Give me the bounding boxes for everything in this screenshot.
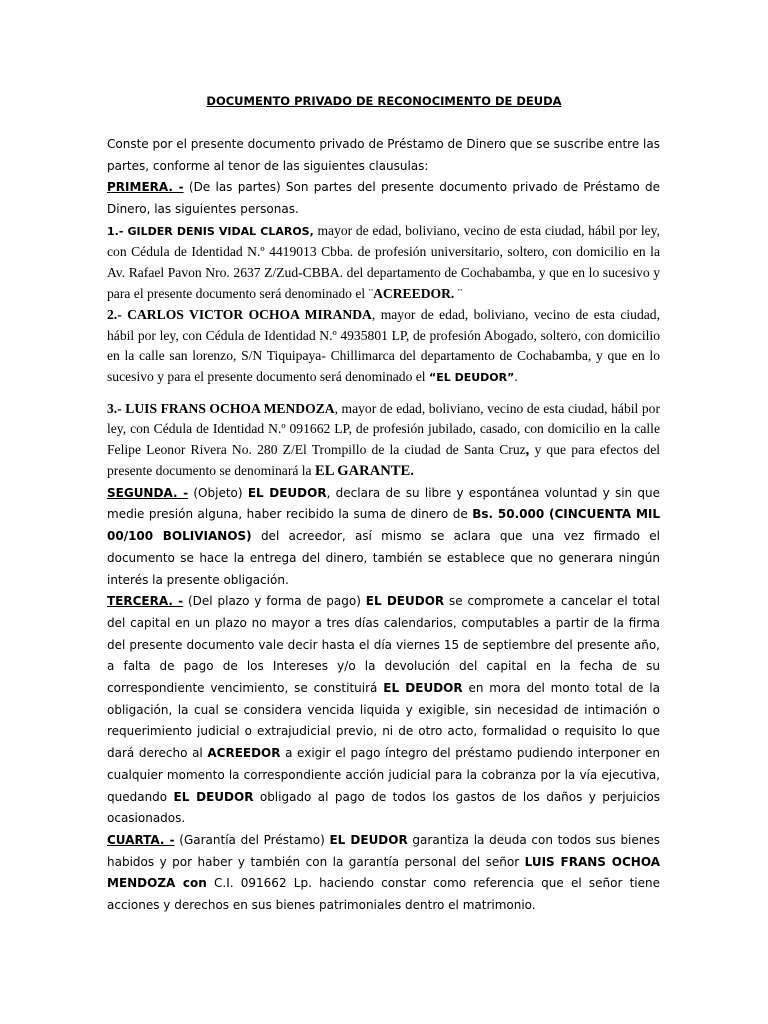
party-1-name: GILDER DENIS VIDAL CLAROS, xyxy=(127,224,314,238)
clause-tercera-text-4: obligado al pago de todos los gastos de los daños y perjuicios ocasionados. xyxy=(107,789,660,826)
clause-tercera-acreedor: ACREEDOR xyxy=(207,746,281,761)
clause-segunda-heading: SEGUNDA. - xyxy=(107,485,189,500)
clause-segunda-text-2: del acreedor, así mismo se aclara que una vez firmado el documento se hace la entrega del dinero, también se establece que no generara ningún interés la presente obligación. xyxy=(107,529,660,587)
clause-tercera-text: se compromete a cancelar el total del capital en un plazo no mayor a tres días calendarios, computables a partir de la firma del presente documento vale decir hasta el día viernes 15 de septiembre del presente año, a falta de pago de los Intereses y/o la devolución del capital en la fecha de su correspondiente vencimiento, se constituirá xyxy=(107,594,660,696)
party-3-role: EL GARANTE. xyxy=(314,462,414,479)
intro-paragraph: Conste por el presente documento privado de Préstamo de Dinero que se suscribe entre las partes, conforme al tenor de las siguientes clausulas: xyxy=(107,137,660,173)
clause-primera xyxy=(107,177,660,220)
clause-tercera-deudor: EL DEUDOR xyxy=(365,594,445,609)
clause-primera-text: (De las partes) Son partes del presente documento privado de Préstamo de Dinero, las siguientes personas. xyxy=(107,180,660,217)
party-1-paragraph xyxy=(107,221,660,304)
document-title: DOCUMENTO PRIVADO DE RECONOCIMENTO DE DEUDA xyxy=(206,94,562,108)
party-2-number: 2.- xyxy=(107,307,128,323)
clause-tercera-text-3: a exigir el pago íntegro del préstamo pudiendo interponer en cualquier momento la correspondiente acción judicial para la cobranza por la vía ejecutiva, quedando xyxy=(107,746,660,804)
clause-segunda-text: , declara de su libre y espontánea voluntad y sin que medie presión alguna, haber recibido la suma de dinero de xyxy=(107,485,660,522)
clause-tercera xyxy=(107,591,660,830)
party-1-text: mayor de edad, boliviano, vecino de esta ciudad, hábil por ley, con Cédula de Identidad N.º 4419013 Cbba. de profesión universitario, soltero, con domicilio en la Av. Rafael Pavon Nro. 2637 Z/Zud-CBBA. del departamento de Cochabamba, y que en lo sucesivo y para el presente documento será denominado el ¨ xyxy=(107,222,660,301)
clause-segunda-subject: (Objeto) xyxy=(188,485,248,500)
party-2-role: “EL DEUDOR” xyxy=(428,370,515,384)
party-1-number: 1.- xyxy=(107,224,128,238)
party-2-text: , mayor de edad, boliviano, vecino de esta ciudad, hábil por ley, con Cédula de Identidad N.º 4935801 LP, de profesión Abogado, soltero, con domicilio en la calle san lorenzo, S/N Tiquipaya- Chillimarca del departamento de Cochabamba, y que en lo sucesivo y para el presente documento será denominado el xyxy=(107,307,660,384)
party-3-number: 3.- xyxy=(107,400,126,416)
party-3-paragraph xyxy=(107,399,660,482)
party-3-text-2: y que para efectos del presente documento se denominará la xyxy=(107,442,661,478)
party-2-name: CARLOS VICTOR OCHOA MIRANDA xyxy=(127,307,372,323)
clause-tercera-text-2: en mora del monto total de la obligación, la cual se considera vencida liquida y exigible, sin necesidad de intimación o requerimiento judicial o extrajudicial previo, ni de otro acto, formalidad o requisito lo que dará derecho al xyxy=(107,681,660,761)
clause-primera-heading: PRIMERA. - xyxy=(107,180,184,195)
loan-amount: Bs. 50.000 (CINCUENTA MIL 00/100 BOLIVIANOS) xyxy=(107,507,661,544)
party-1-role: ACREEDOR. xyxy=(373,285,455,301)
clause-tercera-deudor-3: EL DEUDOR xyxy=(173,789,254,804)
party-3-text: , mayor de edad, boliviano, vecino de esta ciudad, hábil por ley, con Cédula de Identidad N.º 091662 LP, de profesión jubilado, casado, con domicilio en la calle Felipe Leonor Rivera No. 280 Z/El Trompillo de la ciudad de Santa Cruz xyxy=(107,400,660,458)
party-2-paragraph xyxy=(107,305,660,388)
party-2-end: . xyxy=(514,368,518,384)
clause-tercera-heading: TERCERA. - xyxy=(107,594,184,609)
clause-segunda xyxy=(107,483,660,592)
clause-cuarta-heading: CUARTA. - xyxy=(107,833,175,847)
document-body xyxy=(107,134,660,917)
clause-tercera-deudor-2: EL DEUDOR xyxy=(383,681,463,696)
clause-cuarta-deudor: EL DEUDOR xyxy=(329,833,408,847)
party-3-comma: , xyxy=(525,442,530,459)
party-1-end: ¨ xyxy=(454,285,463,301)
clause-cuarta-text: garantiza la deuda con todos sus bienes habidos y por haber y también con la garantía personal del señor xyxy=(107,833,661,869)
clause-cuarta-text-2: C.I. 091662 Lp. haciendo constar como referencia que el señor tiene acciones y derechos en sus bienes patrimoniales dentro el matrimonio. xyxy=(107,876,660,913)
clause-tercera-subject: (Del plazo y forma de pago) xyxy=(183,594,366,609)
clause-cuarta-subject: (Garantía del Préstamo) xyxy=(174,833,330,847)
clause-segunda-deudor: EL DEUDOR xyxy=(247,485,327,500)
clause-cuarta-garante: LUIS FRANS OCHOA MENDOZA con xyxy=(107,854,660,891)
clause-cuarta xyxy=(107,830,660,917)
party-3-name: LUIS FRANS OCHOA MENDOZA xyxy=(125,400,335,416)
